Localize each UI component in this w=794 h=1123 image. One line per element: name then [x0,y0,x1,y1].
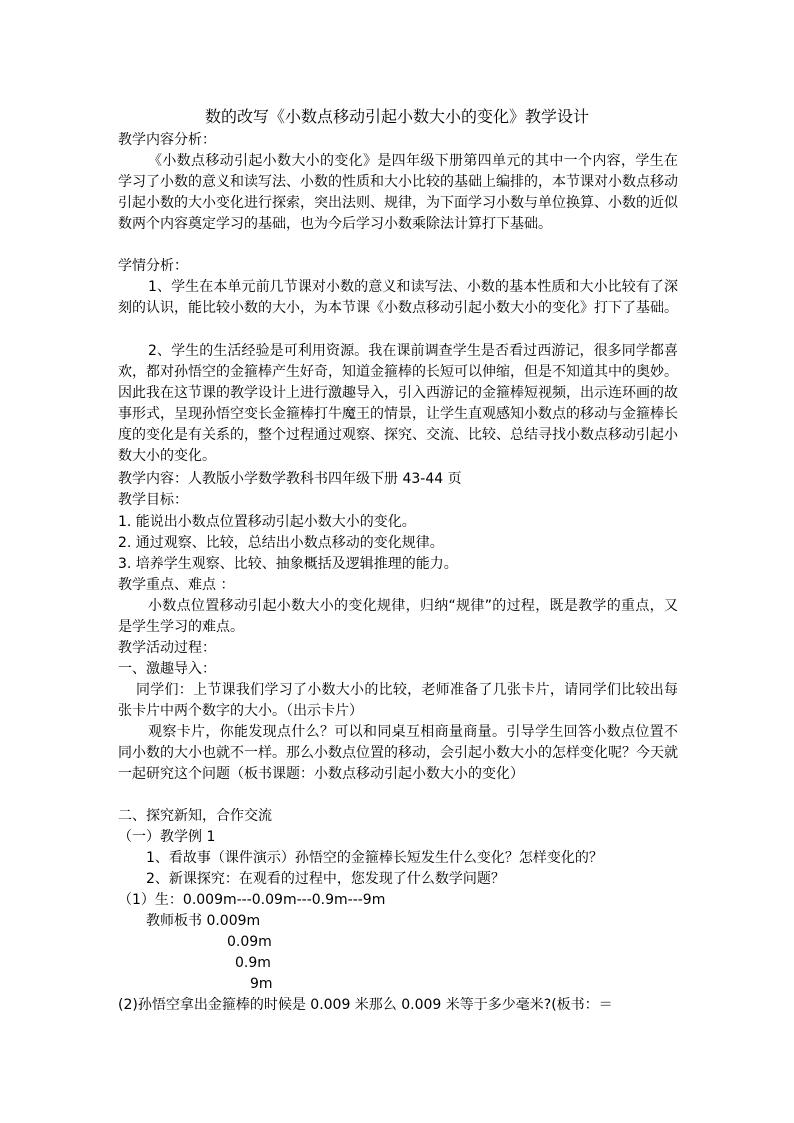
step-2: 2、新课探究：在观看的过程中，您发现了什么数学问题？ [146,871,505,887]
heading-goals: 教学目标： [118,492,188,508]
board-value-3: 9m [250,976,273,992]
goal-3: 3. 培养学生观察、比较、抽象概括及逻辑推理的能力。 [118,556,458,572]
student-analysis-1: 1、学生在本单元前几节课对小数的意义和读写法、小数的基本性质和大小比较有了深刻的认识，能比较小数的大小，为本节课《小数点移动引起小数大小的变化》打下了基础。 [118,279,678,317]
heading-key-points: 教学重点、难点 ： [118,577,235,593]
content-analysis-paragraph: 《小数点移动引起小数大小的变化》是四年级下册第四单元的其中一个内容，学生在学习了小数的意义和读写法、小数的性质和大小比较的基础上编排的，本节课对小数点移动引起小数的大小变化进行探索，突出法则、规律，为下面学习小数与单位换算、小数的近似数两个内容奠定学习的基础，也为今后学习小数乘除法计算打下基础。 [118,153,678,233]
section-1-heading: 一、激趣导入： [118,661,216,677]
board-value-2: 0.9m [235,955,271,971]
step-1: 1、看故事（课件演示）孙悟空的金箍棒长短发生什么变化？怎样变化的？ [146,850,603,866]
teaching-content: 教学内容：人教版小学数学教科书四年级下册 43-44 页 [118,471,462,487]
intro-paragraph-1: 同学们：上节课我们学习了小数大小的比较，老师准备了几张卡片，请同学们比较出每张卡片中两个数字的大小。（出示卡片） [118,682,678,720]
board-value-1: 0.09m [227,934,272,950]
goal-2: 2. 通过观察、比较，总结出小数点移动的变化规律。 [118,535,444,551]
heading-student-analysis: 学情分析： [118,258,188,274]
document-title: 数的改写《小数点移动引起小数大小的变化》教学设计 [204,107,589,126]
heading-process: 教学活动过程： [118,640,216,656]
student-analysis-2: 2、学生的生活经验是可利用资源。我在课前调查学生是否看过西游记，很多同学都喜欢，都对孙悟空的金箍棒产生好奇，知道金箍棒的长短可以伸缩，但是不知道其中的奥妙。因此我在这节课的教学设计上进行激趣导入，引入西游记的金箍棒短视频，出示连环画的故事形式，呈现孙悟空变长金箍棒打牛魔王的情景，让学生直观感知小数点的移动与金箍棒长度的变化是有关系的，整个过程通过观察、探究、交流、比较、总结寻找小数点移动引起小数大小的变化。 [118,343,678,465]
section-2-heading: 二、探究新知，合作交流 [118,808,272,824]
question-2-line: (2)孙悟空拿出金箍棒的时候是 0.009 米那么 0.009 米等于多少毫米?(板书：＝ [118,997,613,1013]
intro-paragraph-2: 观察卡片，你能发现点什么？可以和同桌互相商量商量。引导学生回答小数点位置不同小数的大小也就不一样。那么小数点位置的移动，会引起小数大小的怎样变化呢？今天就一起研究这个问题（板书课题：小数点移动引起小数大小的变化） [118,724,678,783]
example-heading: （一）教学例 1 [118,829,216,845]
heading-content-analysis: 教学内容分析： [118,132,216,148]
board-label: 教师板书 0.009m [146,913,261,929]
key-points-paragraph: 小数点位置移动引起小数大小的变化规律，归纳“规律”的过程，既是教学的重点，又是学生学习的难点。 [118,598,678,636]
goal-1: 1. 能说出小数点位置移动引起小数大小的变化。 [118,514,416,530]
student-answer-line: （1）生：0.009m---0.09m---0.9m---9m [118,892,386,908]
